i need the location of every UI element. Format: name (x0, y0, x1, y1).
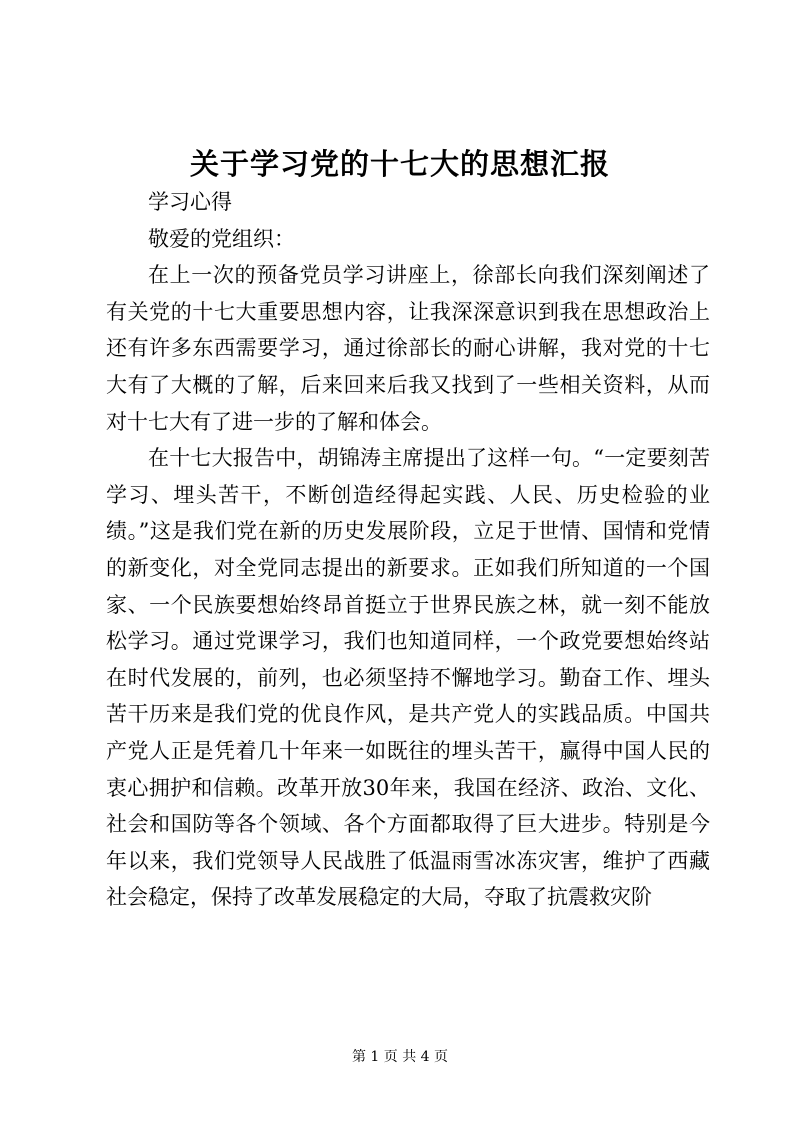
document-body (106, 184, 710, 916)
paragraph-salutation: 敬爱的党组织： (148, 226, 295, 251)
paragraph-2: 在十七大报告中，胡锦涛主席提出了这样一句。“一定要刻苦学习、埋头苦干，不断创造经得起实践、人民、历史检验的业绩。”这是我们党在新的历史发展阶段，立足于世情、国情和党情的新变化，对全党同志提出的新要求。正如我们所知道的一个国家、一个民族要想始终昂首挺立于世界民族之林，就一刻不能放松学习。通过党课学习，我们也知道同样，一个政党要想始终站在时代发展的，前列，也必须坚持不懈地学习。勤奋工作、埋头苦干历来是我们党的优良作风，是共产党人的实践品质。中国共产党人正是凭着几十年来一如既往的埋头苦干，赢得中国人民的衷心拥护和信赖。改革开放30年来，我国在经济、政治、文化、社会和国防等各个领域、各个方面都取得了巨大进步。特别是今年以来，我们党领导人民战胜了低温雨雪冰冻灾害，维护了西藏社会稳定，保持了改革发展稳定的大局，夺取了抗震救灾阶 (106, 446, 710, 910)
paragraph-1: 在上一次的预备党员学习讲座上，徐部长向我们深刻阐述了有关党的十七大重要思想内容，让我深深意识到我在思想政治上还有许多东西需要学习，通过徐部长的耐心讲解，我对党的十七大有了大概的了解，后来回来后我又找到了一些相关资料，从而对十七大有了进一步的了解和体会。 (106, 263, 710, 434)
document-title: 关于学习党的十七大的思想汇报 (189, 147, 610, 181)
paragraph-subtitle: 学习心得 (148, 190, 232, 214)
page-footer: 第 1 页 共 4 页 (351, 1049, 449, 1065)
